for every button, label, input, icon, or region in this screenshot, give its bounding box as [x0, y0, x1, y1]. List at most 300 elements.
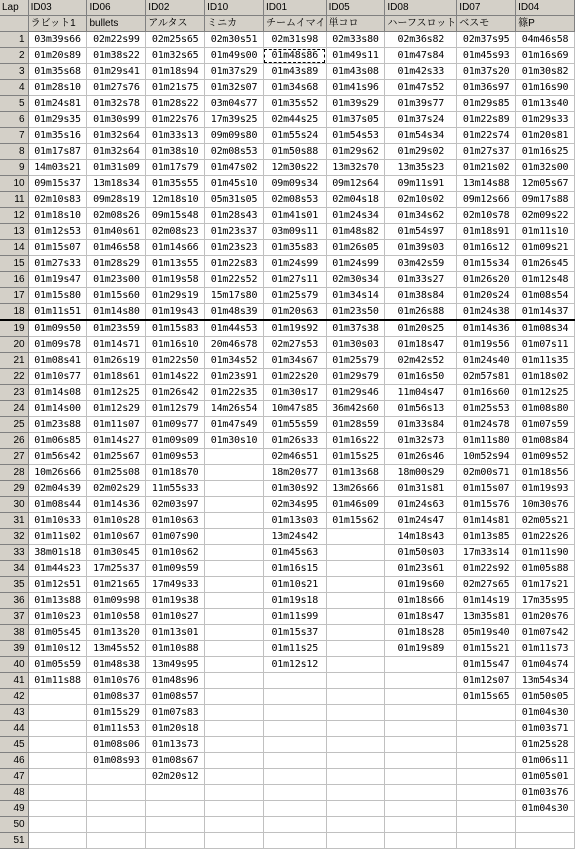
lap-time-cell[interactable]: 01m19s56 — [457, 337, 516, 353]
lap-time-cell[interactable]: 01m09s21 — [516, 240, 575, 256]
lap-time-cell[interactable]: 13m26s66 — [326, 481, 385, 497]
column-header-id[interactable]: ID10 — [205, 0, 264, 16]
lap-time-cell[interactable] — [385, 817, 457, 833]
lap-time-cell[interactable]: 01m46s09 — [326, 497, 385, 513]
lap-time-cell[interactable]: 01m41s96 — [326, 80, 385, 96]
lap-time-cell[interactable]: 02m00s71 — [457, 465, 516, 481]
lap-time-cell[interactable] — [326, 769, 385, 785]
row-number[interactable]: 27 — [0, 449, 28, 465]
lap-time-cell[interactable] — [457, 721, 516, 737]
lap-time-cell[interactable]: 01m26s19 — [87, 353, 146, 369]
lap-time-cell[interactable]: 01m05s88 — [516, 561, 575, 577]
lap-time-cell[interactable]: 01m29s41 — [87, 64, 146, 80]
lap-time-cell[interactable]: 01m40s61 — [87, 224, 146, 240]
lap-time-cell[interactable] — [263, 737, 326, 753]
lap-time-cell[interactable]: 01m08s84 — [516, 433, 575, 449]
lap-time-cell[interactable]: 01m19s89 — [385, 641, 457, 657]
row-number[interactable]: 10 — [0, 176, 28, 192]
lap-time-cell[interactable]: 01m30s92 — [263, 481, 326, 497]
lap-time-cell[interactable]: 01m13s68 — [326, 465, 385, 481]
lap-time-cell[interactable]: 01m30s03 — [326, 337, 385, 353]
lap-time-cell[interactable]: 12m05s67 — [516, 176, 575, 192]
column-header-team-name[interactable]: チームイマイ — [263, 16, 326, 32]
lap-time-cell[interactable]: 01m20s81 — [516, 128, 575, 144]
lap-time-cell[interactable]: 01m29s33 — [516, 112, 575, 128]
lap-time-cell[interactable]: 01m15s80 — [28, 288, 87, 304]
lap-time-cell[interactable]: 09m09s34 — [263, 176, 326, 192]
lap-time-cell[interactable]: 01m22s20 — [263, 369, 326, 385]
lap-time-cell[interactable]: 01m17s79 — [146, 160, 205, 176]
lap-time-cell[interactable]: 01m27s76 — [87, 80, 146, 96]
lap-time-cell[interactable]: 01m24s81 — [28, 96, 87, 112]
lap-time-cell[interactable]: 01m50s03 — [385, 545, 457, 561]
lap-time-cell[interactable]: 01m05s59 — [28, 657, 87, 673]
lap-time-cell[interactable]: 01m10s63 — [146, 513, 205, 529]
lap-time-cell[interactable]: 01m13s55 — [146, 256, 205, 272]
lap-time-cell[interactable] — [326, 577, 385, 593]
lap-time-cell[interactable]: 02m10s83 — [28, 192, 87, 208]
column-header-id[interactable]: ID01 — [263, 0, 326, 16]
lap-time-cell[interactable]: 01m10s27 — [146, 609, 205, 625]
lap-time-cell[interactable]: 02m37s95 — [457, 32, 516, 48]
column-header-id[interactable]: ID03 — [28, 0, 87, 16]
lap-time-cell[interactable] — [205, 801, 264, 817]
lap-time-cell[interactable]: 01m32s78 — [87, 96, 146, 112]
row-number[interactable]: 24 — [0, 401, 28, 417]
lap-time-cell[interactable]: 01m25s79 — [326, 353, 385, 369]
lap-time-cell[interactable] — [263, 785, 326, 801]
lap-time-cell[interactable]: 01m24s63 — [385, 497, 457, 513]
row-number[interactable]: 8 — [0, 144, 28, 160]
row-number[interactable]: 1 — [0, 32, 28, 48]
lap-time-cell[interactable]: 01m20s63 — [263, 304, 326, 321]
lap-time-cell[interactable]: 02m44s25 — [263, 112, 326, 128]
lap-time-cell[interactable]: 01m35s68 — [28, 64, 87, 80]
lap-time-cell[interactable]: 01m11s35 — [516, 353, 575, 369]
lap-time-cell[interactable]: 01m22s74 — [457, 128, 516, 144]
lap-time-cell[interactable]: 01m50s05 — [516, 689, 575, 705]
lap-time-cell[interactable] — [326, 657, 385, 673]
lap-time-cell[interactable]: 01m49s11 — [326, 48, 385, 64]
lap-time-cell[interactable]: 01m26s33 — [263, 433, 326, 449]
lap-time-cell[interactable]: 01m28s10 — [28, 80, 87, 96]
row-number[interactable]: 32 — [0, 529, 28, 545]
lap-time-cell[interactable] — [28, 721, 87, 737]
lap-time-cell[interactable]: 01m30s10 — [205, 433, 264, 449]
lap-time-cell[interactable]: 01m24s40 — [457, 353, 516, 369]
lap-time-cell[interactable]: 11m04s47 — [385, 385, 457, 401]
lap-time-cell[interactable]: 01m34s14 — [326, 288, 385, 304]
lap-time-cell[interactable]: 01m15s29 — [87, 705, 146, 721]
lap-time-cell[interactable]: 01m06s11 — [516, 753, 575, 769]
row-number[interactable]: 13 — [0, 224, 28, 240]
lap-time-cell[interactable]: 01m10s88 — [146, 641, 205, 657]
lap-time-cell[interactable] — [326, 673, 385, 689]
lap-time-cell[interactable]: 01m12s48 — [516, 272, 575, 288]
lap-time-cell[interactable] — [326, 785, 385, 801]
lap-time-cell[interactable]: 01m29s85 — [457, 96, 516, 112]
lap-time-cell[interactable] — [146, 833, 205, 849]
column-header-id[interactable]: ID07 — [457, 0, 516, 16]
column-header-id[interactable]: ID06 — [87, 0, 146, 16]
lap-time-cell[interactable]: 01m45s10 — [205, 176, 264, 192]
lap-time-cell[interactable]: 01m13s85 — [457, 529, 516, 545]
lap-time-cell[interactable]: 01m11s88 — [28, 673, 87, 689]
lap-time-cell[interactable]: 13m32s70 — [326, 160, 385, 176]
lap-time-cell[interactable]: 01m29s79 — [326, 369, 385, 385]
lap-time-cell[interactable]: 09m11s91 — [385, 176, 457, 192]
lap-time-cell[interactable]: 02m33s80 — [326, 32, 385, 48]
lap-time-cell[interactable]: 01m54s53 — [326, 128, 385, 144]
lap-time-cell[interactable]: 01m49s00 — [205, 48, 264, 64]
lap-time-cell[interactable] — [326, 753, 385, 769]
lap-time-cell[interactable]: 01m19s58 — [146, 272, 205, 288]
lap-time-cell[interactable]: 01m13s40 — [516, 96, 575, 112]
lap-time-cell[interactable]: 01m22s83 — [205, 256, 264, 272]
lap-time-cell[interactable]: 05m31s05 — [205, 192, 264, 208]
lap-time-cell[interactable]: 01m27s11 — [263, 272, 326, 288]
row-number[interactable]: 20 — [0, 337, 28, 353]
lap-time-cell[interactable]: 01m15s62 — [326, 513, 385, 529]
lap-time-cell[interactable]: 01m12s07 — [457, 673, 516, 689]
lap-time-cell[interactable]: 14m18s43 — [385, 529, 457, 545]
lap-time-cell[interactable]: 09m12s66 — [457, 192, 516, 208]
lap-time-cell[interactable]: 01m25s08 — [87, 465, 146, 481]
lap-time-cell[interactable]: 10m30s76 — [516, 497, 575, 513]
lap-time-cell[interactable]: 01m23s50 — [326, 304, 385, 321]
lap-time-cell[interactable]: 01m39s03 — [385, 240, 457, 256]
lap-time-cell[interactable]: 01m12s51 — [28, 577, 87, 593]
lap-time-cell[interactable]: 01m11s51 — [28, 304, 87, 321]
lap-time-cell[interactable]: 01m22s92 — [457, 561, 516, 577]
row-number[interactable]: 2 — [0, 48, 28, 64]
row-number[interactable]: 15 — [0, 256, 28, 272]
row-number[interactable]: 36 — [0, 593, 28, 609]
lap-time-cell[interactable]: 02m10s02 — [385, 192, 457, 208]
lap-time-cell[interactable]: 01m07s42 — [516, 625, 575, 641]
lap-time-cell[interactable]: 01m36s97 — [457, 80, 516, 96]
lap-time-cell[interactable]: 01m23s37 — [205, 224, 264, 240]
lap-time-cell[interactable]: 12m30s22 — [263, 160, 326, 176]
lap-time-cell[interactable]: 01m22s76 — [146, 112, 205, 128]
lap-time-cell[interactable] — [205, 593, 264, 609]
lap-time-cell[interactable]: 01m18s47 — [385, 609, 457, 625]
lap-time-cell[interactable] — [385, 721, 457, 737]
lap-time-cell[interactable]: 13m35s23 — [385, 160, 457, 176]
lap-time-cell[interactable]: 01m41s01 — [263, 208, 326, 224]
lap-time-cell[interactable]: 03m09s11 — [263, 224, 326, 240]
lap-time-cell[interactable]: 01m38s10 — [146, 144, 205, 160]
lap-time-cell[interactable]: 01m47s49 — [205, 417, 264, 433]
lap-time-cell[interactable] — [263, 705, 326, 721]
lap-time-cell[interactable] — [87, 769, 146, 785]
lap-time-cell[interactable]: 02m02s29 — [87, 481, 146, 497]
lap-time-cell[interactable]: 01m18s91 — [457, 224, 516, 240]
lap-time-cell[interactable]: 01m29s19 — [146, 288, 205, 304]
lap-time-cell[interactable]: 01m08s44 — [28, 497, 87, 513]
lap-time-cell[interactable]: 01m04s30 — [516, 801, 575, 817]
lap-time-cell[interactable]: 01m11s07 — [87, 417, 146, 433]
lap-time-cell[interactable]: 17m33s14 — [457, 545, 516, 561]
lap-time-cell[interactable]: 01m06s85 — [28, 433, 87, 449]
lap-time-cell[interactable]: 01m14s37 — [516, 304, 575, 321]
lap-time-cell[interactable]: 01m38s22 — [87, 48, 146, 64]
lap-time-cell[interactable]: 01m47s52 — [385, 80, 457, 96]
lap-time-cell[interactable]: 01m34s67 — [263, 353, 326, 369]
lap-time-cell[interactable]: 01m26s42 — [146, 385, 205, 401]
lap-time-cell[interactable]: 01m24s47 — [385, 513, 457, 529]
column-header-id[interactable]: ID02 — [146, 0, 205, 16]
lap-time-cell[interactable]: 01m11s02 — [28, 529, 87, 545]
lap-time-cell[interactable]: 01m10s28 — [87, 513, 146, 529]
lap-time-cell[interactable] — [205, 657, 264, 673]
lap-time-cell[interactable]: 02m42s52 — [385, 353, 457, 369]
lap-time-cell[interactable]: 01m11s73 — [516, 641, 575, 657]
lap-time-cell[interactable]: 01m56s13 — [385, 401, 457, 417]
lap-time-cell[interactable] — [87, 817, 146, 833]
row-number[interactable]: 5 — [0, 96, 28, 112]
row-number[interactable]: 44 — [0, 721, 28, 737]
lap-time-cell[interactable] — [146, 817, 205, 833]
lap-time-cell[interactable]: 01m30s99 — [87, 112, 146, 128]
lap-time-cell[interactable] — [205, 833, 264, 849]
lap-time-cell[interactable]: 01m15s76 — [457, 497, 516, 513]
lap-time-cell[interactable]: 01m20s25 — [385, 320, 457, 337]
lap-time-cell[interactable]: 01m08s06 — [87, 737, 146, 753]
lap-time-cell[interactable] — [205, 449, 264, 465]
lap-time-cell[interactable] — [205, 529, 264, 545]
row-number[interactable]: 39 — [0, 641, 28, 657]
lap-time-cell[interactable]: 01m23s23 — [205, 240, 264, 256]
lap-time-cell[interactable]: 13m18s34 — [87, 176, 146, 192]
lap-time-cell[interactable] — [28, 817, 87, 833]
lap-time-cell[interactable] — [516, 817, 575, 833]
lap-time-cell[interactable]: 01m10s58 — [87, 609, 146, 625]
lap-time-cell[interactable] — [326, 705, 385, 721]
lap-time-cell[interactable]: 01m19s47 — [28, 272, 87, 288]
row-number[interactable]: 33 — [0, 545, 28, 561]
lap-time-cell[interactable]: 01m20s24 — [457, 288, 516, 304]
lap-time-cell[interactable]: 02m34s95 — [263, 497, 326, 513]
lap-time-cell[interactable]: 02m03s97 — [146, 497, 205, 513]
lap-time-cell[interactable]: 01m10s12 — [28, 641, 87, 657]
lap-time-cell[interactable]: 01m16s12 — [457, 240, 516, 256]
lap-time-cell[interactable]: 01m09s50 — [28, 320, 87, 337]
column-header-team-name[interactable]: ラビット1 — [28, 16, 87, 32]
lap-time-cell[interactable] — [205, 721, 264, 737]
lap-time-cell[interactable]: 01m10s76 — [87, 673, 146, 689]
lap-time-cell[interactable]: 01m11s80 — [457, 433, 516, 449]
lap-time-cell[interactable]: 01m11s53 — [87, 721, 146, 737]
lap-time-cell[interactable]: 01m18s66 — [385, 593, 457, 609]
lap-time-cell[interactable]: 03m42s59 — [385, 256, 457, 272]
lap-time-cell[interactable]: 01m48s86 — [263, 48, 326, 64]
lap-time-cell[interactable]: 01m09s78 — [28, 337, 87, 353]
lap-time-cell[interactable]: 02m08s26 — [87, 208, 146, 224]
lap-time-cell[interactable]: 02m04s39 — [28, 481, 87, 497]
lap-time-cell[interactable] — [326, 593, 385, 609]
lap-time-cell[interactable]: 01m48s82 — [326, 224, 385, 240]
lap-time-cell[interactable]: 14m03s21 — [28, 160, 87, 176]
lap-time-cell[interactable] — [457, 785, 516, 801]
lap-time-cell[interactable]: 01m17s87 — [28, 144, 87, 160]
lap-time-cell[interactable]: 01m32s07 — [205, 80, 264, 96]
lap-time-cell[interactable]: 09m09s80 — [205, 128, 264, 144]
lap-time-cell[interactable]: 01m08s67 — [146, 753, 205, 769]
column-header-team-name[interactable]: アルタス — [146, 16, 205, 32]
lap-time-cell[interactable]: 01m18s28 — [385, 625, 457, 641]
lap-time-cell[interactable]: 01m10s77 — [28, 369, 87, 385]
lap-time-cell[interactable]: 09m28s19 — [87, 192, 146, 208]
lap-time-cell[interactable]: 01m31s81 — [385, 481, 457, 497]
row-number[interactable]: 46 — [0, 753, 28, 769]
lap-time-cell[interactable]: 01m15s21 — [457, 641, 516, 657]
lap-time-cell[interactable]: 01m11s25 — [263, 641, 326, 657]
column-header-team-name[interactable]: bullets — [87, 16, 146, 32]
lap-time-cell[interactable] — [263, 801, 326, 817]
lap-time-cell[interactable]: 01m32s73 — [385, 433, 457, 449]
row-number[interactable]: 28 — [0, 465, 28, 481]
column-header-team-name[interactable]: ベスモ — [457, 16, 516, 32]
lap-time-cell[interactable] — [28, 689, 87, 705]
lap-time-cell[interactable]: 02m09s22 — [516, 208, 575, 224]
lap-time-cell[interactable] — [205, 673, 264, 689]
lap-time-cell[interactable]: 01m28s59 — [326, 417, 385, 433]
lap-time-cell[interactable]: 17m49s33 — [146, 577, 205, 593]
lap-time-cell[interactable] — [385, 689, 457, 705]
lap-time-cell[interactable] — [28, 753, 87, 769]
lap-time-cell[interactable] — [28, 785, 87, 801]
lap-time-cell[interactable]: 01m16s50 — [385, 369, 457, 385]
lap-time-cell[interactable]: 01m12s29 — [87, 401, 146, 417]
lap-time-cell[interactable]: 02m08s23 — [146, 224, 205, 240]
lap-time-cell[interactable]: 01m25s67 — [87, 449, 146, 465]
lap-time-cell[interactable] — [326, 529, 385, 545]
lap-time-cell[interactable]: 09m15s37 — [28, 176, 87, 192]
lap-time-cell[interactable]: 01m07s59 — [516, 417, 575, 433]
lap-time-cell[interactable] — [516, 833, 575, 849]
lap-time-cell[interactable]: 02m30s34 — [326, 272, 385, 288]
lap-time-cell[interactable]: 01m18s61 — [87, 369, 146, 385]
lap-time-cell[interactable]: 01m11s99 — [263, 609, 326, 625]
lap-time-cell[interactable] — [28, 769, 87, 785]
lap-time-cell[interactable] — [205, 497, 264, 513]
lap-time-cell[interactable] — [326, 641, 385, 657]
lap-time-cell[interactable]: 01m35s83 — [263, 240, 326, 256]
lap-time-cell[interactable]: 01m47s02 — [205, 160, 264, 176]
lap-time-cell[interactable] — [205, 545, 264, 561]
lap-time-cell[interactable]: 01m14s71 — [87, 337, 146, 353]
lap-time-cell[interactable]: 01m03s71 — [516, 721, 575, 737]
lap-time-cell[interactable]: 01m16s15 — [263, 561, 326, 577]
lap-time-cell[interactable]: 01m04s30 — [516, 705, 575, 721]
lap-time-cell[interactable] — [87, 801, 146, 817]
lap-time-cell[interactable] — [457, 801, 516, 817]
lap-time-cell[interactable]: 02m04s18 — [326, 192, 385, 208]
lap-time-cell[interactable]: 01m19s18 — [263, 593, 326, 609]
lap-time-cell[interactable]: 01m14s22 — [146, 369, 205, 385]
lap-time-cell[interactable]: 01m37s38 — [326, 320, 385, 337]
lap-time-cell[interactable]: 01m48s38 — [87, 657, 146, 673]
lap-time-cell[interactable] — [28, 737, 87, 753]
lap-time-cell[interactable]: 03m04s77 — [205, 96, 264, 112]
lap-time-cell[interactable]: 01m09s09 — [146, 433, 205, 449]
lap-time-cell[interactable]: 03m39s66 — [28, 32, 87, 48]
lap-time-cell[interactable]: 01m39s29 — [326, 96, 385, 112]
lap-time-cell[interactable] — [326, 737, 385, 753]
lap-time-cell[interactable]: 01m35s52 — [263, 96, 326, 112]
row-number[interactable]: 45 — [0, 737, 28, 753]
lap-time-cell[interactable]: 01m19s60 — [385, 577, 457, 593]
lap-time-cell[interactable]: 01m11s90 — [516, 545, 575, 561]
lap-time-cell[interactable]: 09m17s88 — [516, 192, 575, 208]
lap-time-cell[interactable]: 01m04s74 — [516, 657, 575, 673]
lap-time-cell[interactable]: 01m44s23 — [28, 561, 87, 577]
lap-time-cell[interactable]: 14m26s54 — [205, 401, 264, 417]
row-number[interactable]: 29 — [0, 481, 28, 497]
lap-time-cell[interactable]: 01m08s80 — [516, 401, 575, 417]
lap-time-cell[interactable]: 02m30s51 — [205, 32, 264, 48]
lap-time-cell[interactable]: 01m19s92 — [263, 320, 326, 337]
lap-time-cell[interactable]: 01m22s35 — [205, 385, 264, 401]
lap-time-cell[interactable]: 01m10s33 — [28, 513, 87, 529]
lap-time-cell[interactable] — [263, 673, 326, 689]
lap-time-cell[interactable]: 01m10s67 — [87, 529, 146, 545]
lap-time-cell[interactable] — [326, 625, 385, 641]
lap-time-cell[interactable]: 02m20s12 — [146, 769, 205, 785]
lap-time-cell[interactable] — [28, 705, 87, 721]
lap-time-cell[interactable] — [326, 721, 385, 737]
row-number[interactable]: 23 — [0, 385, 28, 401]
lap-time-cell[interactable]: 01m44s53 — [205, 320, 264, 337]
lap-time-cell[interactable] — [205, 817, 264, 833]
lap-time-cell[interactable]: 01m15s07 — [28, 240, 87, 256]
lap-time-cell[interactable]: 01m27s33 — [28, 256, 87, 272]
row-number[interactable]: 42 — [0, 689, 28, 705]
lap-time-cell[interactable]: 01m09s52 — [516, 449, 575, 465]
lap-time-cell[interactable] — [205, 481, 264, 497]
lap-time-cell[interactable] — [457, 833, 516, 849]
lap-time-cell[interactable]: 17m35s95 — [516, 593, 575, 609]
lap-time-cell[interactable]: 01m43s08 — [326, 64, 385, 80]
lap-time-cell[interactable]: 01m54s97 — [385, 224, 457, 240]
lap-time-cell[interactable] — [87, 785, 146, 801]
lap-time-cell[interactable]: 01m20s89 — [28, 48, 87, 64]
lap-time-cell[interactable]: 01m24s99 — [326, 256, 385, 272]
lap-time-cell[interactable]: 01m07s83 — [146, 705, 205, 721]
lap-time-cell[interactable]: 01m25s28 — [516, 737, 575, 753]
lap-time-cell[interactable]: 01m12s53 — [28, 224, 87, 240]
lap-time-cell[interactable]: 01m26s88 — [385, 304, 457, 321]
lap-time-cell[interactable]: 17m25s37 — [87, 561, 146, 577]
lap-time-cell[interactable]: 01m20s18 — [146, 721, 205, 737]
lap-time-cell[interactable]: 01m14s19 — [457, 593, 516, 609]
row-number[interactable]: 26 — [0, 433, 28, 449]
row-number[interactable]: 25 — [0, 417, 28, 433]
lap-time-cell[interactable] — [205, 689, 264, 705]
lap-time-cell[interactable]: 01m23s91 — [205, 369, 264, 385]
lap-time-cell[interactable]: 01m07s90 — [146, 529, 205, 545]
lap-time-cell[interactable]: 01m30s82 — [516, 64, 575, 80]
lap-time-cell[interactable]: 13m45s52 — [87, 641, 146, 657]
lap-time-cell[interactable] — [263, 769, 326, 785]
lap-time-cell[interactable] — [205, 625, 264, 641]
lap-time-cell[interactable] — [385, 737, 457, 753]
lap-time-cell[interactable]: 12m18s10 — [146, 192, 205, 208]
lap-time-cell[interactable]: 01m19s38 — [146, 593, 205, 609]
lap-time-cell[interactable]: 01m34s68 — [263, 80, 326, 96]
lap-time-cell[interactable]: 01m07s11 — [516, 337, 575, 353]
